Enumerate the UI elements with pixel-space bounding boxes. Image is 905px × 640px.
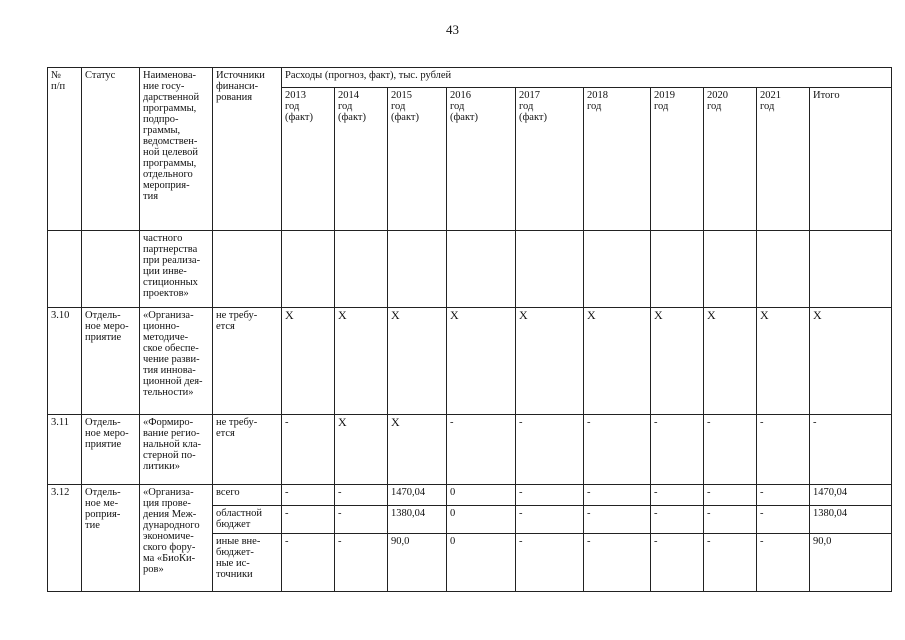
header-expenses: Расходы (прогноз, факт), тыс. рублей [282,68,892,88]
cell-2015: Х [388,415,447,485]
cell-2016: 0 [447,534,516,592]
cell-2013: Х [282,308,335,415]
cell-2017: Х [516,308,584,415]
row-status: Отдель- ное меро- приятие [82,415,140,485]
page-number: 43 [446,22,459,37]
row-source: не требу- ется [213,308,282,415]
header-year-2017: 2017 год (факт) [516,88,584,231]
row-name: «Организа- ционно- методиче- ское обеспе- чение разви- тия иннова- ционной дея- тельности» [140,308,213,415]
cell-2014: Х [335,308,388,415]
cell-2020: Х [704,308,757,415]
cell-2016: 0 [447,506,516,534]
cell-empty [651,231,704,308]
cell-empty [388,231,447,308]
cell-2014: - [335,534,388,592]
cell-2015: 1380,04 [388,506,447,534]
cell-empty [757,231,810,308]
header-year-2018: 2018 год [584,88,651,231]
cell-empty [810,231,892,308]
table-row-continuation [48,231,892,308]
cell-2018: - [584,506,651,534]
row-num: 3.10 [48,308,82,415]
cell-2019: - [651,485,704,506]
row-continuation-name: частного партнерства при реализа- ции инве- стиционных проектов» [140,231,213,308]
cell-2020: - [704,506,757,534]
cell-2018: Х [584,308,651,415]
cell-2014: Х [335,415,388,485]
header-year-2021: 2021 год [757,88,810,231]
cell-2016: 0 [447,485,516,506]
cell-2013: - [282,415,335,485]
cell-2017: - [516,415,584,485]
cell-2014: - [335,485,388,506]
cell-empty [516,231,584,308]
cell-2017: - [516,485,584,506]
header-year-2016: 2016 год (факт) [447,88,516,231]
header-status: Статус [82,68,140,231]
cell-2017: - [516,534,584,592]
cell-empty [447,231,516,308]
cell-empty [282,231,335,308]
header-year-2013: 2013 год (факт) [282,88,335,231]
cell-2020: - [704,485,757,506]
row-name: «Формиро- вание регио- нальной кла- стерной по- литики» [140,415,213,485]
row-status: Отдель- ное ме- роприя- тие [82,485,140,592]
cell-empty [82,231,140,308]
cell-2015: 1470,04 [388,485,447,506]
header-year-2014: 2014 год (факт) [335,88,388,231]
cell-total: Х [810,308,892,415]
row-source: не требу- ется [213,415,282,485]
cell-2018: - [584,485,651,506]
row-num: 3.12 [48,485,82,592]
cell-total: 90,0 [810,534,892,592]
table-row-3-11 [48,415,892,485]
cell-2017: - [516,506,584,534]
cell-2019: Х [651,308,704,415]
cell-2018: - [584,415,651,485]
cell-2021: - [757,506,810,534]
row-source: всего [213,485,282,506]
cell-2014: - [335,506,388,534]
row-status: Отдель- ное меро- приятие [82,308,140,415]
cell-empty [213,231,282,308]
table-row-3-12-total [48,485,892,506]
header-year-2020: 2020 год [704,88,757,231]
cell-empty [335,231,388,308]
row-source: областной бюджет [213,506,282,534]
cell-2021: - [757,534,810,592]
cell-2015: Х [388,308,447,415]
header-total: Итого [810,88,892,231]
cell-2013: - [282,485,335,506]
header-year-2019: 2019 год [651,88,704,231]
cell-2020: - [704,534,757,592]
cell-2021: - [757,485,810,506]
cell-2019: - [651,506,704,534]
header-name: Наименова- ние госу- дарственной программы, подпро- граммы, ведомствен- ной целевой программы, отдельного мероприя- тия [140,68,213,231]
cell-2016: - [447,415,516,485]
row-source: иные вне- бюджет- ные ис- точники [213,534,282,592]
cell-total: - [810,415,892,485]
row-name: «Организа- ция прове- дения Меж- дународного экономиче- ского фору- ма «БиоКи- ров» [140,485,213,592]
cell-empty [48,231,82,308]
cell-2016: Х [447,308,516,415]
header-num: № п/п [48,68,82,231]
cell-2019: - [651,534,704,592]
cell-total: 1470,04 [810,485,892,506]
cell-2018: - [584,534,651,592]
cell-total: 1380,04 [810,506,892,534]
cell-2019: - [651,415,704,485]
table-row-3-10 [48,308,892,415]
cell-2021: Х [757,308,810,415]
cell-empty [704,231,757,308]
header-year-2015: 2015 год (факт) [388,88,447,231]
cell-empty [584,231,651,308]
cell-2021: - [757,415,810,485]
cell-2015: 90,0 [388,534,447,592]
row-num: 3.11 [48,415,82,485]
budget-table [47,67,892,592]
cell-2013: - [282,506,335,534]
cell-2013: - [282,534,335,592]
cell-2020: - [704,415,757,485]
header-sources: Источники финанси- рования [213,68,282,231]
